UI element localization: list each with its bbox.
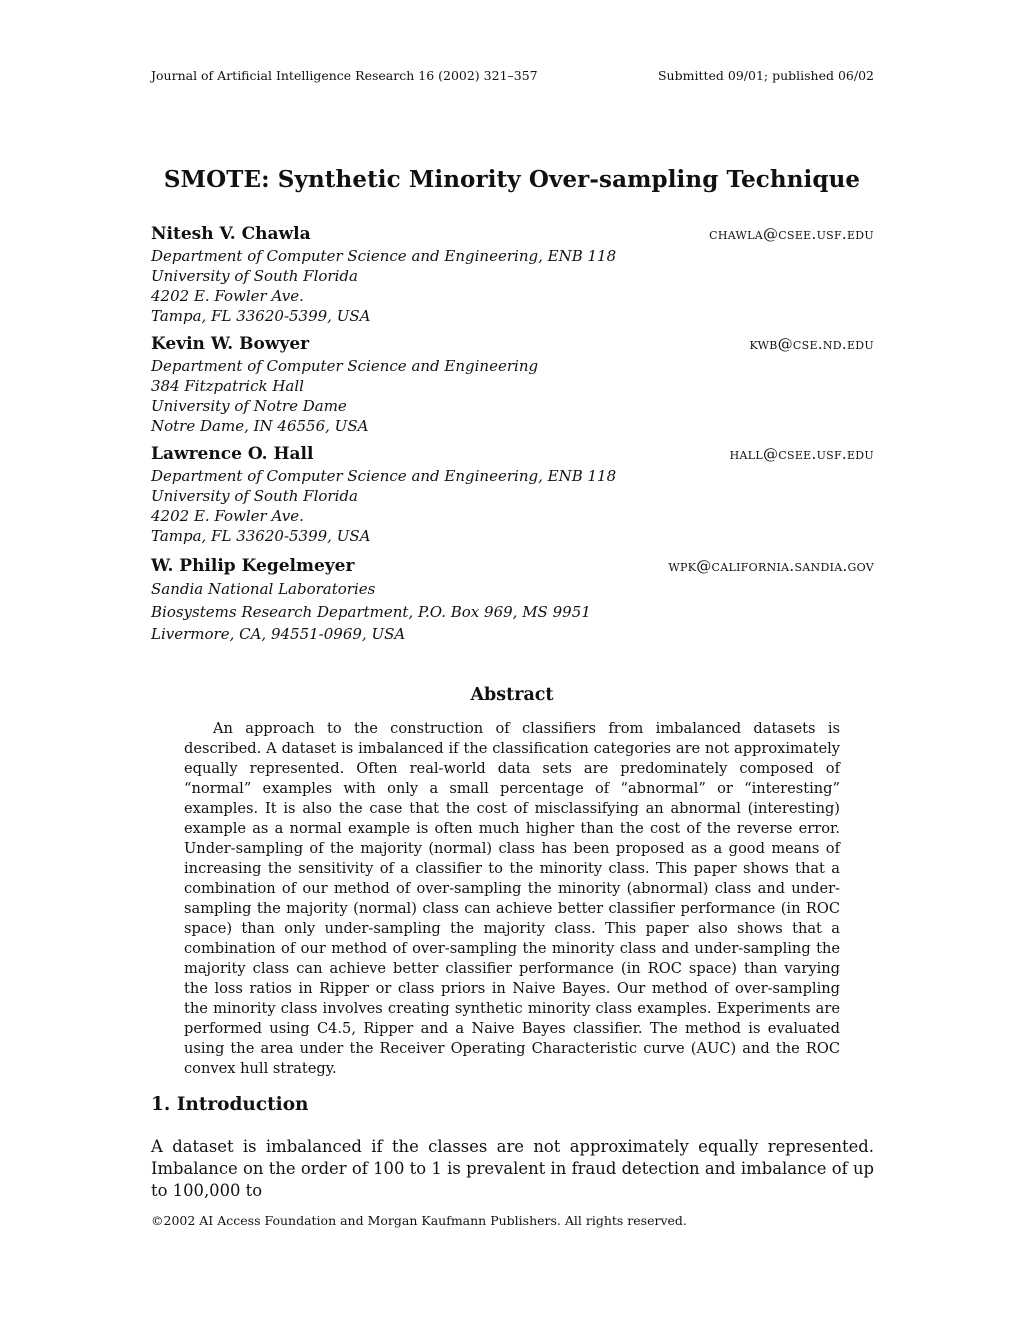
affiliation-line: 4202 E. Fowler Ave. <box>151 507 304 525</box>
affiliation-line: Notre Dame, IN 46556, USA <box>151 417 369 435</box>
introduction-text: A dataset is imbalanced if the classes are not approximately equally represented. Imbalance on the order of 100 to 1 is prevalent in fraud detection and imbalance of up to 100,000 to <box>151 1137 874 1200</box>
affiliation-line: Tampa, FL 33620-5399, USA <box>151 527 371 545</box>
author-name: W. Philip Kegelmeyer <box>151 556 355 576</box>
author-email: hall@csee.usf.edu <box>729 445 874 463</box>
affiliation-line: University of Notre Dame <box>151 397 347 415</box>
author-block-bowyer <box>151 334 874 436</box>
copyright-footer: ©2002 AI Access Foundation and Morgan Kaufmann Publishers. All rights reserved. <box>151 1213 687 1228</box>
abstract-text: An approach to the construction of classifiers from imbalanced datasets is described. A dataset is imbalanced if the classification categories are not approximately equally represented. Often real-world data sets are predominately composed of “normal” examples with only a small percentage of “abnormal” or “interesting” examples. It is also the case that the cost of misclassifying an abnormal (interesting) example as a normal example is often much higher than the cost of the reverse error. Under-sampling of the majority (normal) class has been proposed as a good means of increasing the sensitivity of a classifier to the minority class. This paper shows that a combination of our method of over-sampling the minority (abnormal) class and under-sampling the majority (normal) class can achieve better classifier performance (in ROC space) than only under-sampling the majority class. This paper also shows that a combination of our method of over-sampling the minority class and under-sampling the majority class can achieve better classifier performance (in ROC space) than varying the loss ratios in Ripper or class priors in Naive Bayes. Our method of over-sampling the minority class involves creating synthetic minority class examples. Experiments are performed using C4.5, Ripper and a Naive Bayes classifier. The method is evaluated using the area under the Receiver Operating Characteristic curve (AUC) and the ROC convex hull strategy. <box>184 720 840 1077</box>
author-block-kegelmeyer <box>151 556 874 646</box>
author-name: Lawrence O. Hall <box>151 444 314 464</box>
affiliation-line: 4202 E. Fowler Ave. <box>151 287 304 305</box>
affiliation-line: Department of Computer Science and Engineering, ENB 118 <box>151 247 617 265</box>
author-block-chawla <box>151 224 874 326</box>
affiliation-line: Sandia National Laboratories <box>151 580 376 598</box>
abstract-heading: Abstract <box>470 685 554 705</box>
author-block-hall <box>151 444 874 546</box>
author-email: kwb@cse.nd.edu <box>749 335 874 353</box>
author-email: wpk@california.sandia.gov <box>668 557 874 575</box>
affiliation-line: 384 Fitzpatrick Hall <box>151 377 304 395</box>
affiliation-line: Tampa, FL 33620-5399, USA <box>151 307 371 325</box>
affiliation-line: Department of Computer Science and Engineering, ENB 118 <box>151 467 617 485</box>
journal-citation: Journal of Artificial Intelligence Research 16 (2002) 321–357 <box>151 68 538 83</box>
affiliation-line: University of South Florida <box>151 267 358 285</box>
affiliation-line: Livermore, CA, 94551-0969, USA <box>151 625 406 643</box>
affiliation-line: Department of Computer Science and Engineering <box>151 357 539 375</box>
paper-title: SMOTE: Synthetic Minority Over-sampling Technique <box>163 166 861 193</box>
running-head <box>151 68 874 83</box>
affiliation-line: University of South Florida <box>151 487 358 505</box>
submission-dates: Submitted 09/01; published 06/02 <box>657 68 874 83</box>
section-heading-introduction: 1. Introduction <box>151 1094 309 1115</box>
author-name: Nitesh V. Chawla <box>151 224 311 244</box>
affiliation-line: Biosystems Research Department, P.O. Box 969, MS 9951 <box>151 602 591 621</box>
author-name: Kevin W. Bowyer <box>151 334 310 354</box>
author-email: chawla@csee.usf.edu <box>709 225 874 243</box>
